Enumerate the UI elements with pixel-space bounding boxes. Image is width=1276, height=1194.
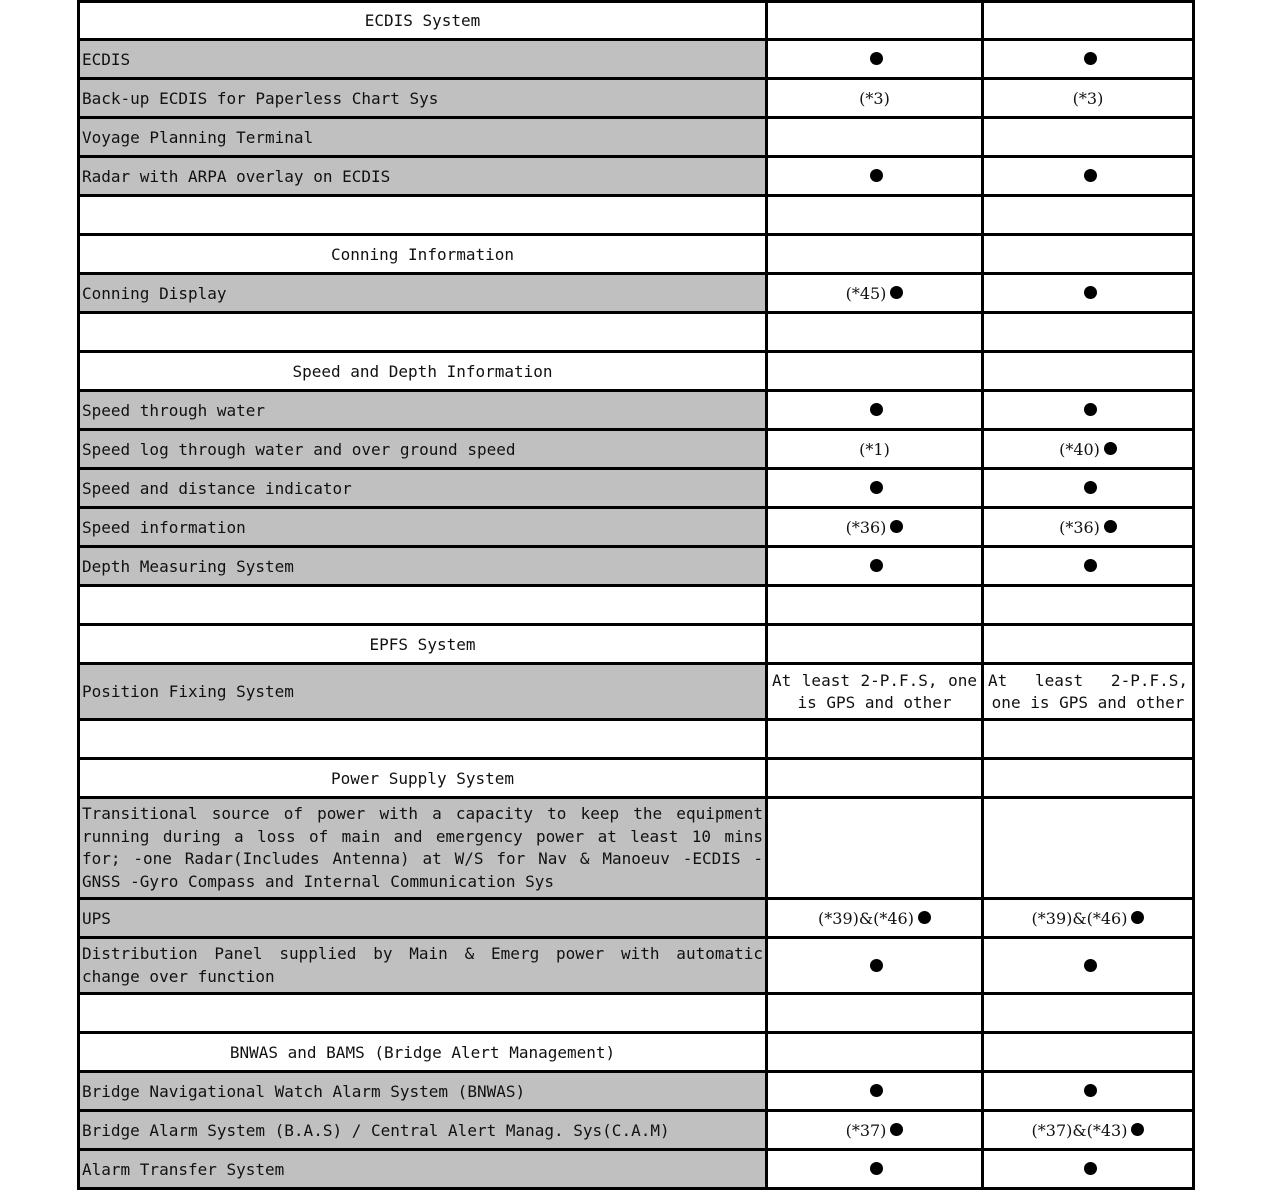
note-reference: (*37) bbox=[845, 1120, 887, 1140]
filled-circle-icon bbox=[1084, 959, 1097, 972]
section-title: Conning Information bbox=[79, 235, 767, 274]
note-reference: (*37)&(*43) bbox=[1031, 1120, 1128, 1140]
table-row bbox=[79, 430, 1194, 469]
table-body bbox=[79, 2, 1194, 1189]
item-label: Voyage Planning Terminal bbox=[79, 118, 767, 157]
section-title: BNWAS and BAMS (Bridge Alert Management) bbox=[79, 1033, 767, 1072]
filled-circle-icon bbox=[1084, 286, 1097, 299]
table-row bbox=[79, 664, 1194, 720]
value-cell-col2 bbox=[983, 994, 1194, 1033]
section-header-row bbox=[79, 2, 1194, 40]
spacer-row bbox=[79, 720, 1194, 759]
filled-circle-icon bbox=[890, 286, 903, 299]
filled-circle-icon bbox=[1084, 559, 1097, 572]
table-row bbox=[79, 1111, 1194, 1150]
value-cell-col2 bbox=[983, 274, 1194, 313]
spacer-row bbox=[79, 994, 1194, 1033]
filled-circle-icon bbox=[1084, 1162, 1097, 1175]
value-cell-col1 bbox=[767, 586, 983, 625]
table-row bbox=[79, 469, 1194, 508]
item-label: Position Fixing System bbox=[79, 664, 767, 720]
filled-circle-icon bbox=[870, 52, 883, 65]
value-cell-col2 bbox=[983, 196, 1194, 235]
empty-cell bbox=[79, 196, 767, 235]
value-cell-col2 bbox=[983, 1150, 1194, 1189]
value-cell-col2 bbox=[983, 508, 1194, 547]
section-header-row bbox=[79, 1033, 1194, 1072]
value-cell-col1 bbox=[767, 2, 983, 40]
value-cell-col2 bbox=[983, 664, 1194, 720]
filled-circle-icon bbox=[1084, 169, 1097, 182]
value-cell-col1 bbox=[767, 157, 983, 196]
value-cell-col2 bbox=[983, 2, 1194, 40]
table-row bbox=[79, 938, 1194, 994]
value-cell-col2 bbox=[983, 1111, 1194, 1150]
table-row bbox=[79, 798, 1194, 899]
filled-circle-icon bbox=[870, 959, 883, 972]
value-cell-col1 bbox=[767, 994, 983, 1033]
item-label: Back-up ECDIS for Paperless Chart Sys bbox=[79, 79, 767, 118]
item-label: Depth Measuring System bbox=[79, 547, 767, 586]
section-header-row bbox=[79, 235, 1194, 274]
item-label: Speed through water bbox=[79, 391, 767, 430]
note-reference: At least 2-P.F.S, one is GPS and other bbox=[988, 670, 1188, 712]
value-cell-col1 bbox=[767, 508, 983, 547]
value-cell-col2 bbox=[983, 938, 1194, 994]
item-label: UPS bbox=[79, 899, 767, 938]
table-row bbox=[79, 40, 1194, 79]
value-cell-col2 bbox=[983, 586, 1194, 625]
filled-circle-icon bbox=[1084, 52, 1097, 65]
value-cell-col1 bbox=[767, 1111, 983, 1150]
empty-cell bbox=[79, 994, 767, 1033]
section-header-row bbox=[79, 759, 1194, 798]
value-cell-col1 bbox=[767, 664, 983, 720]
table-row bbox=[79, 899, 1194, 938]
item-label: Transitional source of power with a capacity to keep the equipment running during a loss of main and emergency power at least 10 mins for; -one Radar(Includes Antenna) at W/S for Nav & Manoeuv -ECDIS -GNSS -Gyro Compass and Internal Communication Sys bbox=[79, 798, 767, 899]
value-cell-col1 bbox=[767, 1150, 983, 1189]
item-label: ECDIS bbox=[79, 40, 767, 79]
filled-circle-icon bbox=[1104, 442, 1117, 455]
filled-circle-icon bbox=[870, 403, 883, 416]
table-row bbox=[79, 118, 1194, 157]
value-cell-col2 bbox=[983, 79, 1194, 118]
value-cell-col1 bbox=[767, 391, 983, 430]
value-cell-col1 bbox=[767, 274, 983, 313]
value-cell-col2 bbox=[983, 759, 1194, 798]
item-label: Speed and distance indicator bbox=[79, 469, 767, 508]
item-label: Bridge Navigational Watch Alarm System (BNWAS) bbox=[79, 1072, 767, 1111]
section-title: Power Supply System bbox=[79, 759, 767, 798]
value-cell-col1 bbox=[767, 79, 983, 118]
spacer-row bbox=[79, 196, 1194, 235]
table-row bbox=[79, 157, 1194, 196]
value-cell-col1 bbox=[767, 235, 983, 274]
filled-circle-icon bbox=[870, 481, 883, 494]
filled-circle-icon bbox=[1084, 403, 1097, 416]
value-cell-col1 bbox=[767, 196, 983, 235]
value-cell-col2 bbox=[983, 547, 1194, 586]
filled-circle-icon bbox=[870, 1084, 883, 1097]
filled-circle-icon bbox=[1084, 1084, 1097, 1097]
item-label: Radar with ARPA overlay on ECDIS bbox=[79, 157, 767, 196]
value-cell-col1 bbox=[767, 798, 983, 899]
empty-cell bbox=[79, 313, 767, 352]
note-reference: (*39)&(*46) bbox=[1031, 908, 1128, 928]
value-cell-col1 bbox=[767, 899, 983, 938]
value-cell-col2 bbox=[983, 352, 1194, 391]
table-row bbox=[79, 391, 1194, 430]
filled-circle-icon bbox=[870, 1162, 883, 1175]
value-cell-col1 bbox=[767, 720, 983, 759]
value-cell-col1 bbox=[767, 352, 983, 391]
note-reference: (*39)&(*46) bbox=[818, 908, 914, 928]
item-label: Alarm Transfer System bbox=[79, 1150, 767, 1189]
filled-circle-icon bbox=[1131, 911, 1144, 924]
note-reference: (*3) bbox=[1072, 88, 1104, 108]
table-row bbox=[79, 508, 1194, 547]
value-cell-col1 bbox=[767, 40, 983, 79]
note-reference: (*36) bbox=[845, 517, 887, 537]
value-cell-col1 bbox=[767, 469, 983, 508]
value-cell-col1 bbox=[767, 313, 983, 352]
section-title: Speed and Depth Information bbox=[79, 352, 767, 391]
value-cell-col2 bbox=[983, 235, 1194, 274]
spacer-row bbox=[79, 586, 1194, 625]
item-label: Conning Display bbox=[79, 274, 767, 313]
value-cell-col1 bbox=[767, 1072, 983, 1111]
value-cell-col1 bbox=[767, 118, 983, 157]
empty-cell bbox=[79, 586, 767, 625]
filled-circle-icon bbox=[1084, 481, 1097, 494]
value-cell-col1 bbox=[767, 430, 983, 469]
value-cell-col1 bbox=[767, 938, 983, 994]
note-reference: (*36) bbox=[1059, 517, 1100, 537]
filled-circle-icon bbox=[870, 559, 883, 572]
item-label: Distribution Panel supplied by Main & Emerg power with automatic change over function bbox=[79, 938, 767, 994]
value-cell-col2 bbox=[983, 1033, 1194, 1072]
value-cell-col2 bbox=[983, 118, 1194, 157]
empty-cell bbox=[79, 720, 767, 759]
value-cell-col2 bbox=[983, 1072, 1194, 1111]
section-header-row bbox=[79, 625, 1194, 664]
table-row bbox=[79, 1072, 1194, 1111]
filled-circle-icon bbox=[870, 169, 883, 182]
item-label: Bridge Alarm System (B.A.S) / Central Alert Manag. Sys(C.A.M) bbox=[79, 1111, 767, 1150]
item-label: Speed information bbox=[79, 508, 767, 547]
item-label: Speed log through water and over ground speed bbox=[79, 430, 767, 469]
value-cell-col1 bbox=[767, 1033, 983, 1072]
note-reference: (*3) bbox=[859, 88, 890, 108]
table-row bbox=[79, 547, 1194, 586]
table-row bbox=[79, 79, 1194, 118]
value-cell-col2 bbox=[983, 40, 1194, 79]
value-cell-col2 bbox=[983, 798, 1194, 899]
section-title: ECDIS System bbox=[79, 2, 767, 40]
value-cell-col1 bbox=[767, 759, 983, 798]
value-cell-col2 bbox=[983, 469, 1194, 508]
section-header-row bbox=[79, 352, 1194, 391]
section-title: EPFS System bbox=[79, 625, 767, 664]
value-cell-col2 bbox=[983, 625, 1194, 664]
note-reference: (*1) bbox=[859, 439, 890, 459]
value-cell-col1 bbox=[767, 547, 983, 586]
table-row bbox=[79, 1150, 1194, 1189]
table-row bbox=[79, 274, 1194, 313]
value-cell-col2 bbox=[983, 899, 1194, 938]
note-reference: (*45) bbox=[845, 283, 887, 303]
value-cell-col2 bbox=[983, 157, 1194, 196]
value-cell-col2 bbox=[983, 391, 1194, 430]
filled-circle-icon bbox=[1104, 520, 1117, 533]
filled-circle-icon bbox=[890, 520, 903, 533]
value-cell-col2 bbox=[983, 430, 1194, 469]
value-cell-col2 bbox=[983, 313, 1194, 352]
value-cell-col2 bbox=[983, 720, 1194, 759]
filled-circle-icon bbox=[1131, 1123, 1144, 1136]
filled-circle-icon bbox=[890, 1123, 903, 1136]
note-reference: (*40) bbox=[1059, 439, 1100, 459]
filled-circle-icon bbox=[918, 911, 931, 924]
equipment-requirements-table bbox=[77, 0, 1195, 1190]
value-cell-col1 bbox=[767, 625, 983, 664]
note-reference: At least 2-P.F.S, one is GPS and other bbox=[772, 670, 977, 712]
spacer-row bbox=[79, 313, 1194, 352]
